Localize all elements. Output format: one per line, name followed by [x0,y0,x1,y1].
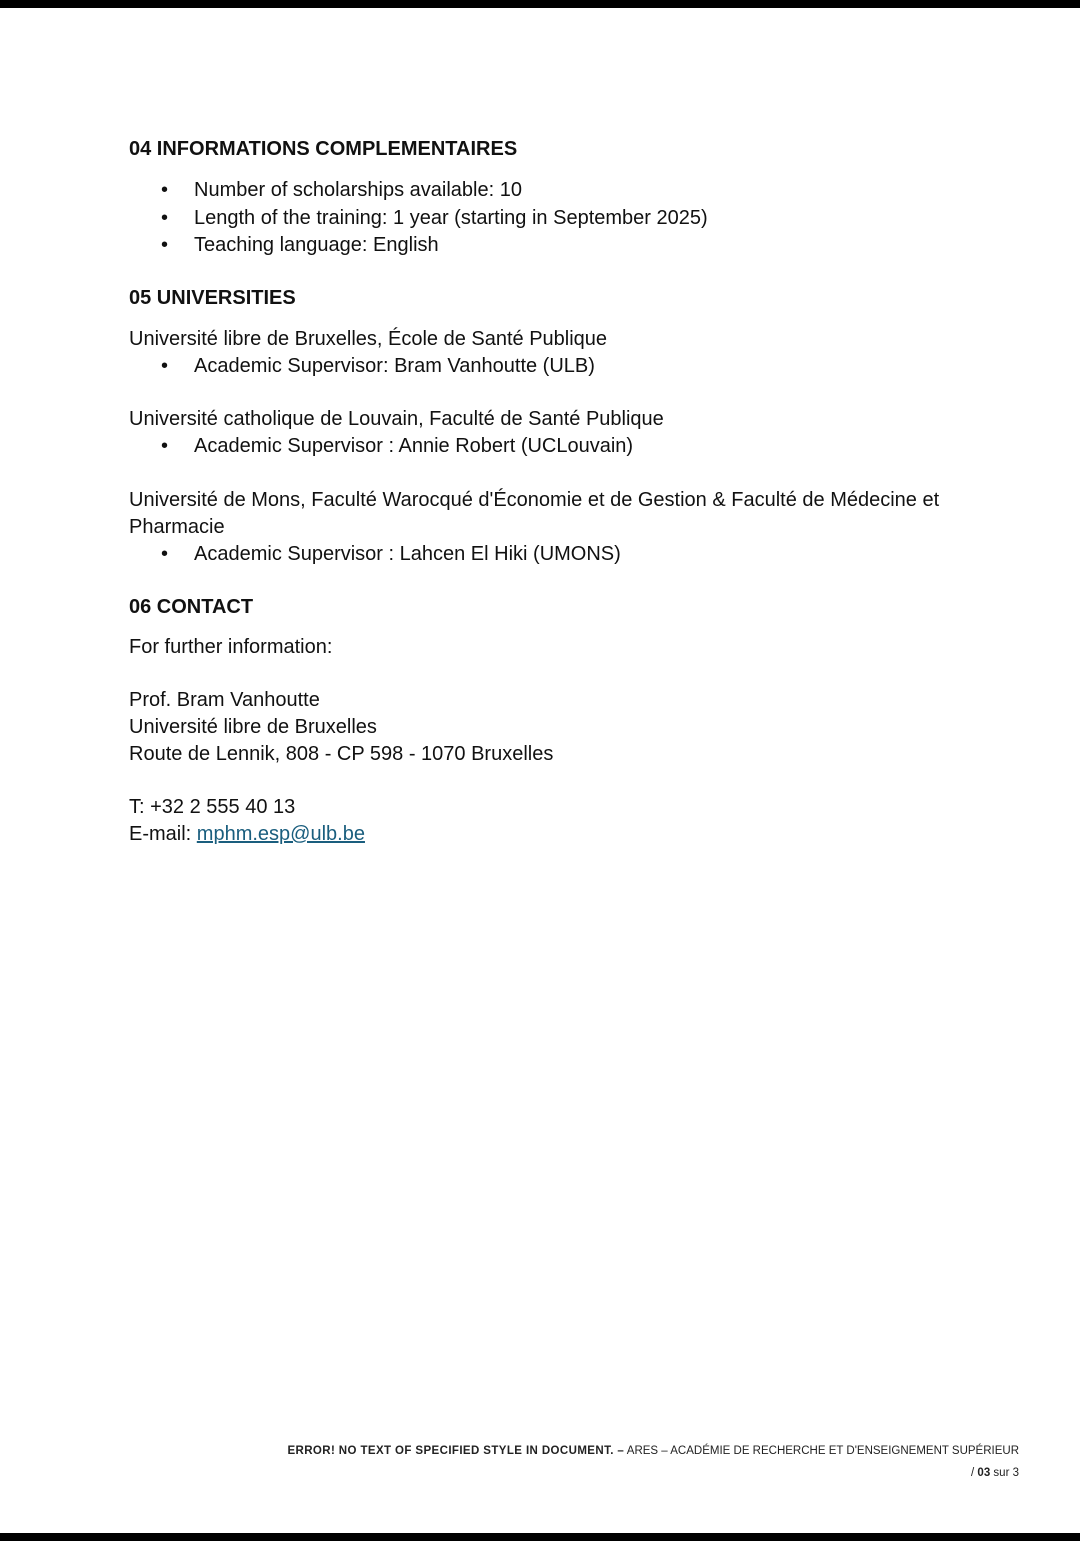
university-block [129,326,969,381]
university-name: Université catholique de Louvain, Faculté de Santé Publique [129,408,664,430]
page-prefix: / [971,1467,975,1479]
page-footer [287,1440,1019,1484]
section-title: 06 CONTACT [129,596,254,618]
page-number [287,1462,1019,1484]
email-link[interactable]: mphm.esp@ulb.be [196,823,365,845]
footer-line [287,1440,1019,1462]
info-list [129,177,969,260]
contact-name: Prof. Bram Vanhoutte [129,689,320,711]
page-current: 03 [977,1467,991,1479]
supervisor-item: • Academic Supervisor : Lahcen El Hiki (UMONS) [129,541,969,569]
email-label: E-mail: [129,823,197,845]
supervisor-item: • Academic Supervisor: Bram Vanhoutte (ULB) [129,353,969,381]
bottom-border [0,1533,1080,1541]
page-suffix: sur 3 [993,1467,1019,1479]
contact-phone: T: +32 2 555 40 13 [129,796,296,818]
footer-error-text: ERROR! NO TEXT OF SPECIFIED STYLE IN DOCUMENT. – [287,1445,625,1457]
university-block [129,487,969,569]
university-block [129,406,969,461]
section-additional-info [129,136,969,260]
section-contact [129,594,969,848]
footer-org: ARES – ACADÉMIE DE RECHERCHE ET D'ENSEIGNEMENT SUPÉRIEUR [626,1445,1019,1457]
document-page [129,136,969,848]
university-name: Université de Mons, Faculté Warocqué d'Économie et de Gestion & Faculté de Médecine et Pharmacie [129,488,940,538]
list-item: • Teaching language: English [129,232,969,260]
list-item: • Number of scholarships available: 10 [129,177,969,205]
contact-email-line [129,821,969,848]
contact-institution: Université libre de Bruxelles [129,716,377,738]
section-title: 05 UNIVERSITIES [129,286,296,309]
section-title: 04 INFORMATIONS COMPLEMENTAIRES [129,138,518,160]
university-name: Université libre de Bruxelles, École de Santé Publique [129,327,608,350]
top-border [0,0,1080,8]
contact-intro: For further information: [129,636,333,658]
list-item: • Length of the training: 1 year (starting in September 2025) [129,205,969,233]
contact-address: Route de Lennik, 808 - CP 598 - 1070 Bruxelles [129,743,554,765]
supervisor-item: • Academic Supervisor : Annie Robert (UCLouvain) [129,433,969,461]
section-universities [129,285,969,569]
